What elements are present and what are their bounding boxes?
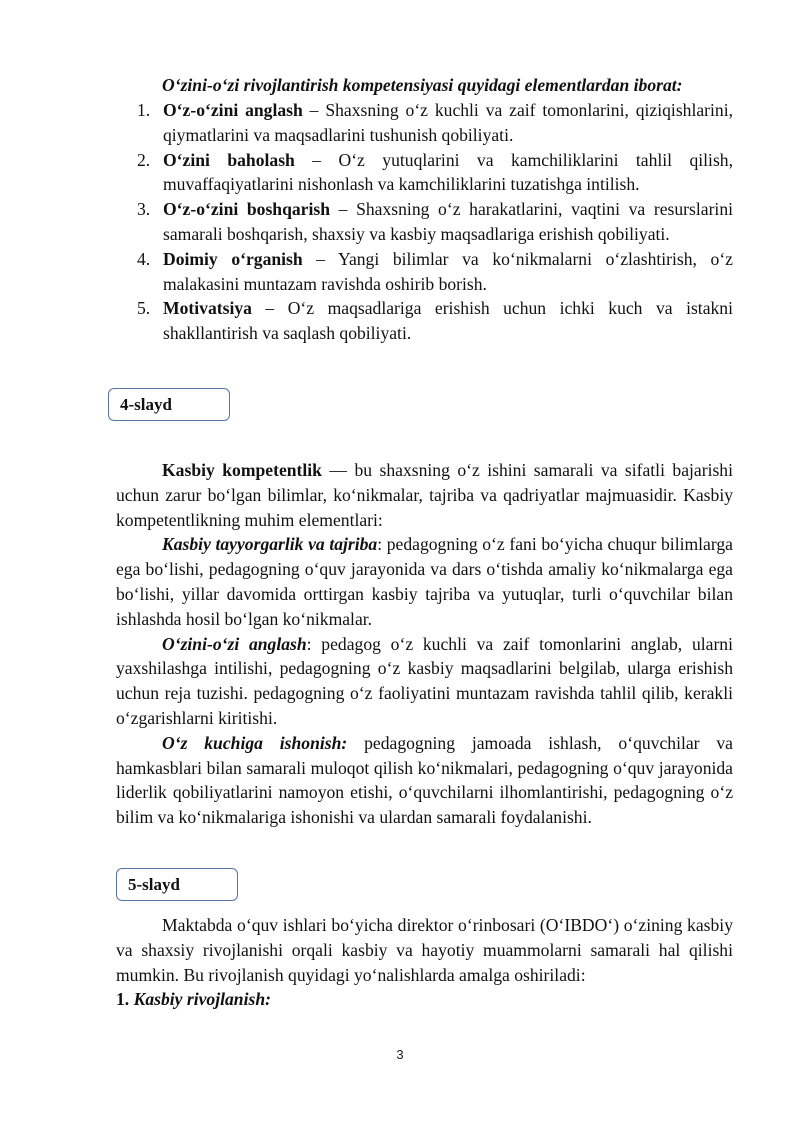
paragraph — [116, 532, 733, 631]
list-term: O‘zini baholash — [163, 149, 295, 170]
list-item — [116, 148, 733, 198]
paragraph: Maktabda o‘quv ishlari bo‘yicha direktor o‘rinbosari (O‘IBDO‘) o‘zining kasbiy va shaxsiy rivojlanishi orqali kasbiy va hayotiy muammolarni samarali hal qilishi mumkin. Bu rivojlanish quyidagi yo‘nalishlarda amalga oshiriladi: — [116, 915, 733, 985]
paragraph-text: pedagogning jamoada ishlash, o‘quvchilar va hamkasblari bilan samarali muloqot qilish ko‘nikmalari, pedagogning o‘quv jarayonida liderlik qobiliyatlarini namoyon etishi, o‘quvchilarni ilhomlantirishi, pedagogning o‘z bilim va ko‘nikmalariga ishonishi va ulardan samarali foydalanishi. — [116, 732, 733, 828]
paragraph-term: O‘zini-o‘zi anglash — [162, 633, 307, 654]
list-number: 1. — [137, 100, 151, 120]
list-item — [116, 296, 733, 346]
paragraph-text: — bu shaxsning o‘z ishini samarali va sifatli bajarishi uchun zarur bo‘lgan bilimlar, ko‘nikmalar, tajriba va qadriyatlar majmuasidir. Kasbiy kompetentlikning muhim elementlari: — [116, 460, 733, 530]
paragraph-term: O‘z kuchiga ishonish: — [162, 732, 348, 753]
slide-label-box — [108, 388, 230, 421]
list-number: 2. — [137, 149, 151, 170]
paragraph — [116, 458, 733, 532]
page-number: 3 — [396, 1047, 404, 1062]
section-heading: O‘zini-o‘zi rivojlantirish kompetensiyasi quyidagi elementlardan iborat: — [162, 75, 683, 95]
subheading-number: 1. — [116, 989, 130, 1010]
list-number: 5. — [137, 298, 151, 319]
deputy-director-section — [116, 913, 733, 1012]
professional-competence-section — [116, 458, 733, 830]
paragraph-term: Kasbiy tayyorgarlik va tajriba — [162, 534, 378, 555]
competency-list — [116, 98, 733, 346]
subheading — [116, 987, 733, 1012]
list-number: 3. — [137, 199, 151, 220]
list-item — [116, 247, 733, 297]
list-text: – Yangi bilimlar va ko‘nikmalarni o‘zlashtirish, o‘z malakasini muntazam ravishda oshirib borish. — [163, 248, 733, 294]
slide-label-box — [116, 868, 238, 901]
list-term: Motivatsiya — [163, 298, 252, 319]
list-text: – O‘z maqsadlariga erishish uchun ichki kuch va istakni shakllantirish va saqlash qobiliyati. — [163, 298, 733, 344]
list-term: Doimiy o‘rganish — [163, 248, 303, 269]
list-text: – Shaxsning o‘z harakatlarini, vaqtini va resurslarini samarali boshqarish, shaxsiy va kasbiy maqsadlariga erishish qobiliyati. — [163, 199, 733, 244]
subheading-text: Kasbiy rivojlanish: — [133, 989, 271, 1010]
list-item — [116, 98, 733, 148]
paragraph-term: Kasbiy kompetentlik — [162, 460, 322, 480]
paragraph — [116, 731, 733, 830]
paragraph — [116, 632, 733, 731]
paragraph-text: : pedagog o‘z kuchli va zaif tomonlarini anglab, ularni yaxshilashga intilishi, pedagogning o‘z kasbiy maqsadlarini belgilab, ularga erishish uchun reja tuzishi. pedagogning o‘z faoliyatini muntazam ravishda tahlil qilib, kerakli o‘zgarishlarni kiritishi. — [116, 633, 733, 728]
list-text: – Shaxsning o‘z kuchli va zaif tomonlarini, qiziqishlarini, qiymatlarini va maqsadlarini tushunish qobiliyati. — [163, 100, 733, 145]
list-text: – O‘z yutuqlarini va kamchiliklarini tahlil qilish, muvaffaqiyatlarini nishonlash va kamchiliklarini tuzatishga intilish. — [163, 149, 733, 195]
list-number: 4. — [137, 248, 151, 269]
list-term: O‘z-o‘zini anglash — [163, 100, 303, 120]
list-term: O‘z-o‘zini boshqarish — [163, 199, 331, 220]
slide-label: 4-slayd — [120, 395, 172, 414]
paragraph-text: : pedagogning o‘z fani bo‘yicha chuqur bilimlarga ega bo‘lishi, pedagogning o‘quv jarayonida va dars o‘tishda amaliy ko‘nikmalarga ega bo‘lishi, yillar davomida orttirgan kasbiy tajriba va yutuqlar, turli o‘quvchilar bilan ishlashda hosil bo‘lgan ko‘nikmalar. — [116, 534, 733, 629]
slide-label: 5-slayd — [128, 875, 180, 894]
list-item — [116, 197, 733, 247]
